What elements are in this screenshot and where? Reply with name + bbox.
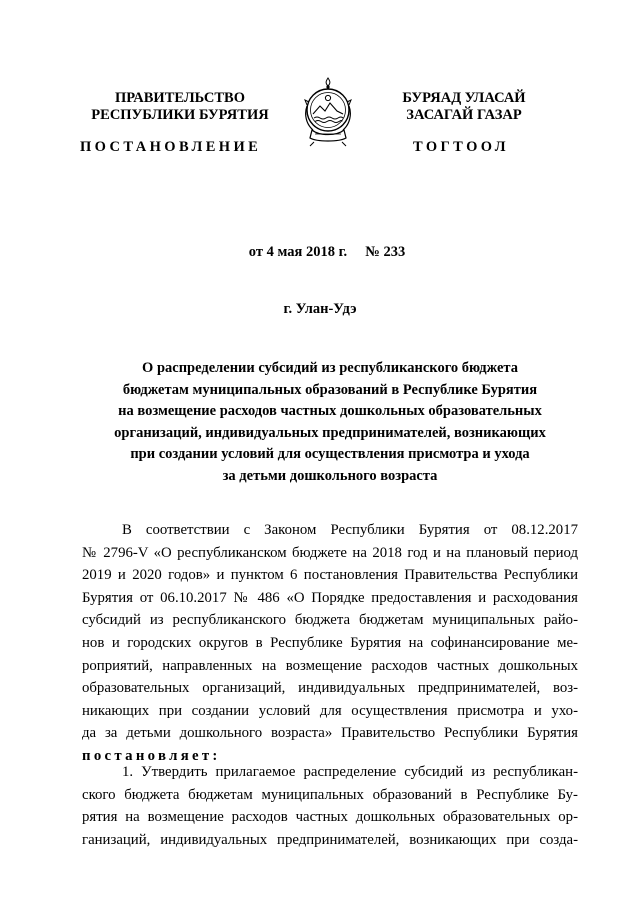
text-line: да за детьми дошкольного возраста» Правительство Республики Бурятия (82, 725, 578, 742)
text-line: рятия на возмещение расходов частных дошкольных образовательных ор- (82, 809, 578, 826)
text-line: субсидий из республиканского бюджета бюджетам муниципальных райо- (82, 612, 578, 629)
text-line: ского бюджета бюджетам муниципальных образований в Республике Бу- (82, 786, 578, 803)
issuer-buryat-line-1: БУРЯАД УЛАСАЙ (402, 90, 526, 106)
text-line: № 2796-V «О республиканском бюджете на 2018 год и на плановый период (82, 544, 578, 561)
title-line: организаций, индивидуальных предпринимателей, возникающих (114, 424, 546, 441)
text-line: В соответствии с Законом Республики Бурятия от 08.12.2017 (122, 522, 578, 538)
doc-type-russian: ПОСТАНОВЛЕНИЕ (80, 139, 262, 155)
date-and-number: от 4 мая 2018 г. № 233 (248, 244, 406, 260)
text-line: 2019 и 2020 годов» и пунктом 6 постановления Правительства Республики (82, 567, 578, 584)
issuer-name-russian (82, 90, 278, 124)
title-line: О распределении субсидий из республиканского бюджета (142, 360, 518, 376)
text-line: Бурятия от 06.10.2017 № 486 «О Порядке предоставления и расходования (82, 589, 578, 606)
text-line: роприятий, направленных на возмещение расходов частных дошкольных (82, 657, 578, 674)
text-line: никающих при создании условий для осуществления присмотра и ухо- (82, 702, 578, 719)
issuer-line-2: РЕСПУБЛИКИ БУРЯТИЯ (91, 107, 269, 123)
title-line: за детьми дошкольного возраста (222, 467, 438, 484)
text-line: нов и городских округов в Республике Бурятия на софинансирование ме- (82, 634, 578, 651)
text-line: 1. Утвердить прилагаемое распределение субсидий из республикан- (122, 764, 578, 780)
clause-1-paragraph (82, 761, 578, 851)
title-line: на возмещение расходов частных дошкольных образовательных (118, 403, 542, 419)
preamble-paragraph (82, 519, 578, 768)
resolves-word: постановляет: (82, 747, 221, 764)
issuer-name-buryat (384, 90, 544, 124)
issuer-buryat-line-2: ЗАСАГАЙ ГАЗАР (406, 107, 522, 123)
title-line: при создании условий для осуществления присмотра и ухода (130, 446, 530, 462)
doc-type-buryat: ТОГТООЛ (413, 139, 509, 155)
issuer-line-1: ПРАВИТЕЛЬСТВО (115, 90, 245, 106)
coat-of-arms-buryatia-icon (301, 76, 355, 148)
document-title (60, 358, 600, 487)
text-line: ганизаций, индивидуальных предпринимателей, возникающих при созда- (82, 831, 578, 848)
city: г. Улан-Удэ (283, 301, 357, 317)
text-line: образовательных организаций, индивидуальных предпринимателей, воз- (82, 680, 578, 697)
title-line: бюджетам муниципальных образований в Республике Бурятия (122, 381, 538, 398)
